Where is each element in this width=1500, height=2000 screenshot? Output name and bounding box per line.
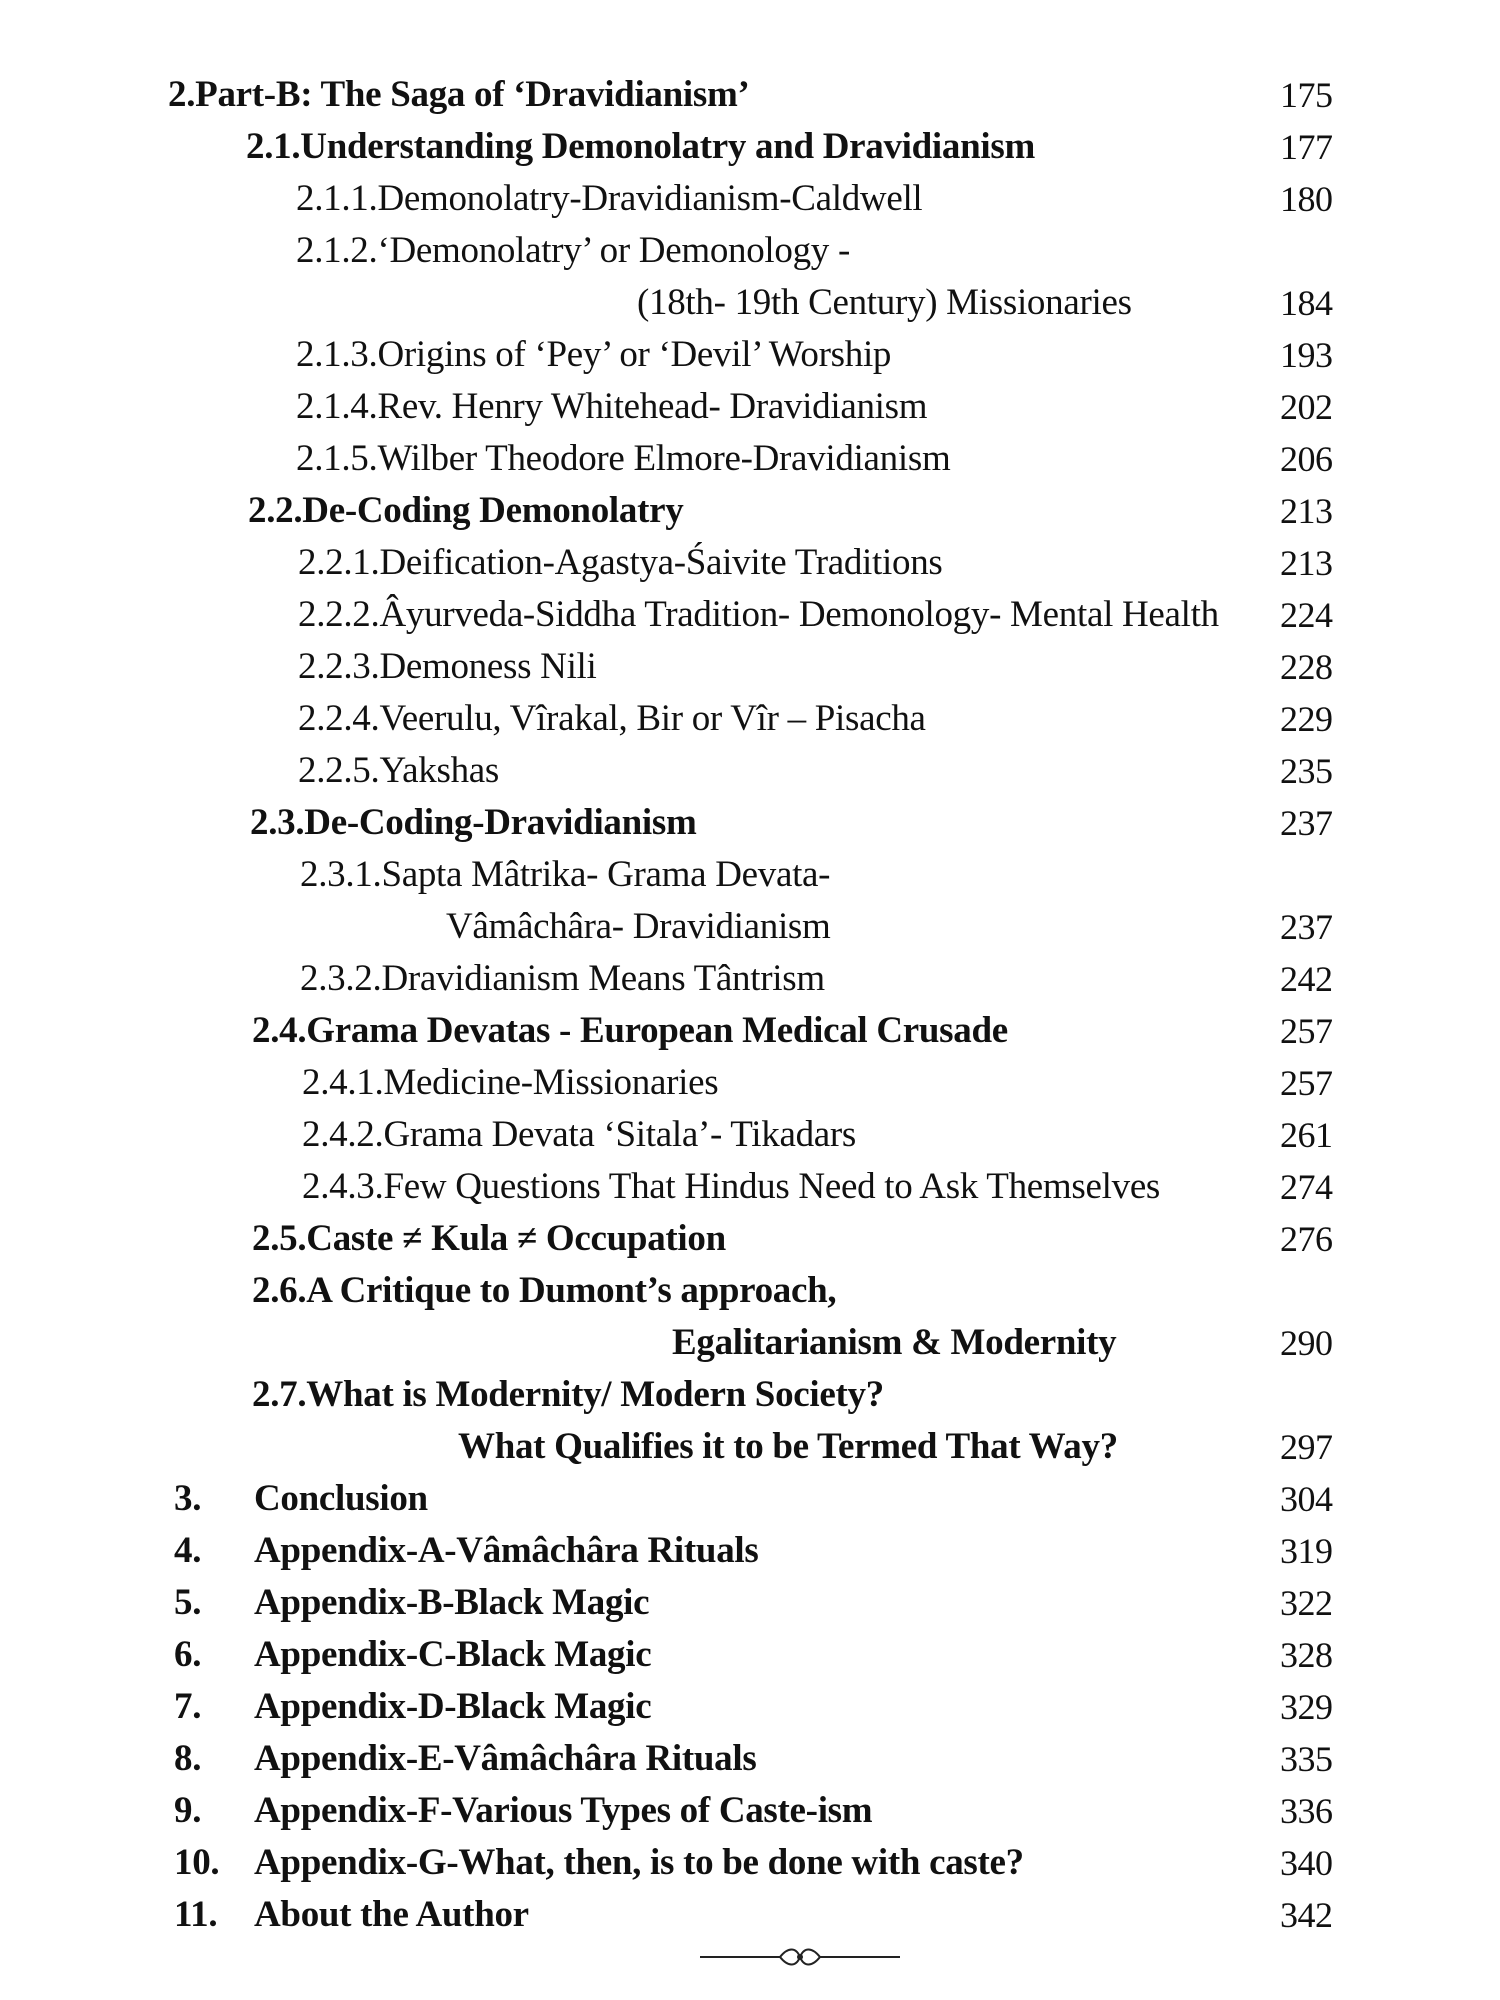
toc-entry-continuation: (18th- 19th Century) Missionaries <box>637 282 1132 323</box>
toc-chapter-number: 7. <box>174 1686 202 1727</box>
toc-entry-title: 2.4.1.Medicine-Missionaries <box>302 1062 719 1103</box>
toc-entry-title: 2.1.3.Origins of ‘Pey’ or ‘Devil’ Worship <box>296 334 892 375</box>
toc-entry-title: Appendix-B-Black Magic <box>254 1582 650 1623</box>
toc-page-number: 342 <box>1280 1895 1333 1935</box>
toc-entry-title: 2.Part-B: The Saga of ‘Dravidianism’ <box>168 74 750 115</box>
toc-page-number: 257 <box>1280 1063 1333 1103</box>
toc-page-number: 304 <box>1280 1479 1333 1519</box>
toc-page-number: 180 <box>1280 179 1333 219</box>
toc-page-number: 235 <box>1280 751 1333 791</box>
toc-page-number: 290 <box>1280 1323 1333 1363</box>
toc-page-number: 213 <box>1280 491 1333 531</box>
toc-page-number: 237 <box>1280 803 1333 843</box>
toc-page-number: 276 <box>1280 1219 1333 1259</box>
toc-page-number: 340 <box>1280 1843 1333 1883</box>
toc-entry-title: 2.3.2.Dravidianism Means Tântrism <box>300 958 825 999</box>
toc-page-number: 257 <box>1280 1011 1333 1051</box>
toc-page-number: 175 <box>1280 75 1333 115</box>
toc-chapter-number: 4. <box>174 1530 202 1571</box>
toc-entry-title: 2.2.3.Demoness Nili <box>298 646 597 687</box>
toc-page-number: 319 <box>1280 1531 1333 1571</box>
toc-entry-title: 2.1.4.Rev. Henry Whitehead- Dravidianism <box>296 386 928 427</box>
toc-page-number: 224 <box>1280 595 1333 635</box>
toc-entry-title: Appendix-A-Vâmâchâra Rituals <box>254 1530 759 1571</box>
toc-chapter-number: 3. <box>174 1478 202 1519</box>
toc-entry-title: 2.2.4.Veerulu, Vîrakal, Bir or Vîr – Pisacha <box>298 698 926 739</box>
toc-chapter-number: 9. <box>174 1790 202 1831</box>
toc-page-number: 322 <box>1280 1583 1333 1623</box>
toc-page-number: 242 <box>1280 959 1333 999</box>
toc-entry-title: Appendix-F-Various Types of Caste-ism <box>254 1790 873 1831</box>
toc-entry-continuation: Egalitarianism & Modernity <box>672 1322 1117 1363</box>
toc-page-number: 177 <box>1280 127 1333 167</box>
ornament-divider-icon <box>700 1945 900 1969</box>
toc-entry-title: 2.2.1.Deification-Agastya-Śaivite Traditions <box>298 542 943 583</box>
toc-page-number: 229 <box>1280 699 1333 739</box>
toc-entry-title: 2.4.3.Few Questions That Hindus Need to Ask Themselves <box>302 1166 1161 1207</box>
toc-entry-title: 2.1.2.‘Demonolatry’ or Demonology - <box>296 230 850 271</box>
toc-chapter-number: 6. <box>174 1634 202 1675</box>
toc-page-number: 329 <box>1280 1687 1333 1727</box>
toc-entry-title: Appendix-D-Black Magic <box>254 1686 652 1727</box>
toc-entry-title: Conclusion <box>254 1478 428 1519</box>
toc-chapter-number: 11. <box>174 1894 218 1935</box>
toc-page-number: 237 <box>1280 907 1333 947</box>
toc-page-number: 202 <box>1280 387 1333 427</box>
toc-entry-continuation: What Qualifies it to be Termed That Way? <box>458 1426 1118 1467</box>
toc-page-number: 213 <box>1280 543 1333 583</box>
toc-entry-title: 2.4.2.Grama Devata ‘Sitala’- Tikadars <box>302 1114 857 1155</box>
toc-entry-title: 2.2.De-Coding Demonolatry <box>248 490 684 531</box>
toc-chapter-number: 5. <box>174 1582 202 1623</box>
toc-entry-title: 2.1.5.Wilber Theodore Elmore-Dravidianism <box>296 438 951 479</box>
toc-page-number: 328 <box>1280 1635 1333 1675</box>
toc-page-number: 184 <box>1280 283 1333 323</box>
toc-page-number: 274 <box>1280 1167 1333 1207</box>
toc-page-number: 297 <box>1280 1427 1333 1467</box>
toc-entry-title: 2.3.De-Coding-Dravidianism <box>250 802 697 843</box>
toc-entry-continuation: Vâmâchâra- Dravidianism <box>446 906 831 947</box>
toc-entry-title: 2.4.Grama Devatas - European Medical Crusade <box>252 1010 1008 1051</box>
toc-page-number: 206 <box>1280 439 1333 479</box>
toc-entry-title: 2.2.2.Âyurveda-Siddha Tradition- Demonology- Mental Health <box>298 594 1219 635</box>
toc-entry-title: About the Author <box>254 1894 529 1935</box>
toc-entry-title: 2.1.Understanding Demonolatry and Dravidianism <box>246 126 1035 167</box>
toc-entry-title: 2.7.What is Modernity/ Modern Society? <box>252 1374 884 1415</box>
toc-entry-title: 2.3.1.Sapta Mâtrika- Grama Devata- <box>300 854 831 895</box>
toc-entry-title: 2.1.1.Demonolatry-Dravidianism-Caldwell <box>296 178 923 219</box>
toc-chapter-number: 8. <box>174 1738 202 1779</box>
toc-page-number: 261 <box>1280 1115 1333 1155</box>
toc-entry-title: Appendix-G-What, then, is to be done with caste? <box>254 1842 1024 1883</box>
toc-entry-title: 2.2.5.Yakshas <box>298 750 500 791</box>
toc-page-number: 193 <box>1280 335 1333 375</box>
toc-page-number: 228 <box>1280 647 1333 687</box>
toc-entry-title: Appendix-E-Vâmâchâra Rituals <box>254 1738 757 1779</box>
toc-entry-title: 2.5.Caste ≠ Kula ≠ Occupation <box>252 1218 726 1259</box>
toc-chapter-number: 10. <box>174 1842 220 1883</box>
toc-page-number: 335 <box>1280 1739 1333 1779</box>
toc-page-number: 336 <box>1280 1791 1333 1831</box>
toc-entry-title: 2.6.A Critique to Dumont’s approach, <box>252 1270 837 1311</box>
toc-entry-title: Appendix-C-Black Magic <box>254 1634 652 1675</box>
